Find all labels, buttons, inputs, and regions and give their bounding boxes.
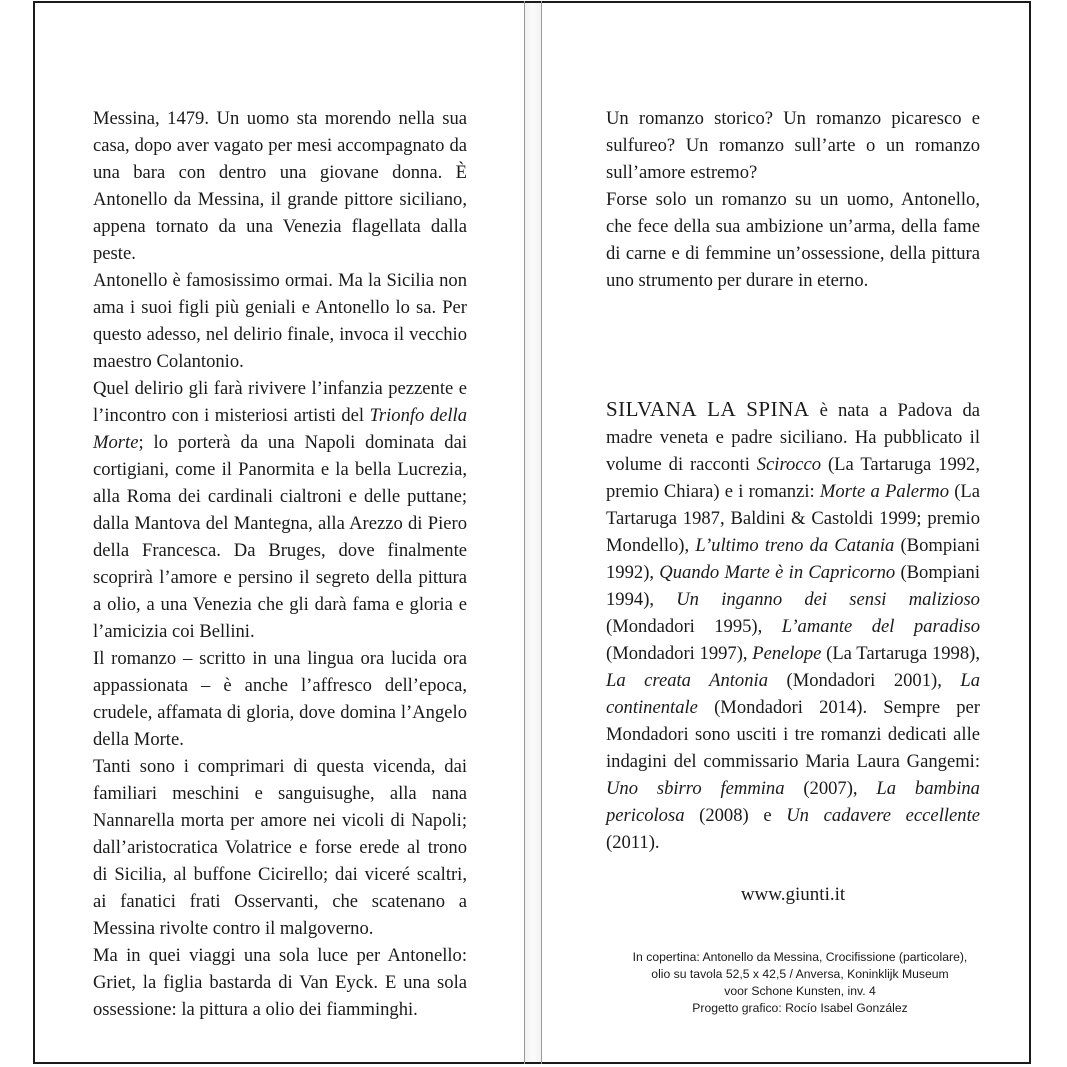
credit-line-4: Progetto grafico: Rocío Isabel González [692, 1001, 908, 1015]
author-bio-text: è nata a Padova da madre veneta e padre siciliano. Ha pubblicato il volume di racconti Scirocco (La Tartaruga 1992, premio Chiara) e i romanzi: Morte a Palermo (La Tartaruga 1987, Baldini & Castoldi 1999; premio Mondello), L’ultimo treno da Catania (Bompiani 1992), Quando Marte è in Capricorno (Bompiani 1994), Un inganno dei sensi malizioso (Mondadori 1995), L’amante del paradiso (Mondadori 1997), Penelope (La Tartaruga 1998), La creata Antonia (Mondadori 2001), La continentale (Mondadori 2014). Sempre per Mondadori sono usciti i tre romanzi dedicati alle indagini del commissario Maria Laura Gangemi: Uno sbirro femmina (2007), La bambina pericolosa (2008) e Un cadavere eccellente (2011). [606, 400, 981, 853]
credit-line-2: olio su tavola 52,5 x 42,5 / Anversa, Koninklijk Museum [651, 967, 949, 981]
author-bio [606, 396, 980, 856]
author-name: SILVANA LA SPINA [606, 397, 810, 421]
fold-gutter [525, 3, 541, 1062]
teaser-questions: Un romanzo storico? Un romanzo picaresco e sulfureo? Un romanzo sull’arte o un romanzo sull’amore estremo? [606, 108, 980, 183]
synopsis-paragraph-6: Ma in quei viaggi una sola luce per Antonello: Griet, la figlia bastarda di Van Eyck. E una sola ossessione: la pittura a olio dei fiamminghi. [93, 945, 467, 1020]
cover-credits [600, 949, 1000, 1017]
teaser-column [606, 105, 980, 294]
synopsis-paragraph-4: Il romanzo – scritto in una lingua ora lucida ora appassionata – è anche l’affresco dell’epoca, crudele, affamata di gloria, dove domina l’Angelo della Morte. [93, 648, 467, 750]
publisher-website[interactable]: www.giunti.it [740, 884, 846, 905]
credit-line-1: In copertina: Antonello da Messina, Crocifissione (particolare), [632, 950, 968, 964]
fold-line-right [541, 1, 542, 1064]
synopsis-paragraph-1: Messina, 1479. Un uomo sta morendo nella sua casa, dopo aver vagato per mesi accompagnato da una bara con dentro una giovane donna. È Antonello da Messina, il grande pittore siciliano, appena tornato da una Venezia flagellata dalla peste. [93, 108, 467, 264]
fold-line-left [524, 1, 525, 1064]
synopsis-column [93, 105, 467, 1023]
teaser-answer: Forse solo un romanzo su un uomo, Antonello, che fece della sua ambizione un’arma, della fame di carne e di femmine un’ossessione, della pittura uno strumento per durare in eterno. [606, 189, 980, 291]
credit-line-3: voor Schone Kunsten, inv. 4 [724, 984, 876, 998]
synopsis-paragraph-2: Antonello è famosissimo ormai. Ma la Sicilia non ama i suoi figli più geniali e Antonello lo sa. Per questo adesso, nel delirio finale, invoca il vecchio maestro Colantonio. [93, 270, 467, 372]
synopsis-paragraph-3: Quel delirio gli farà rivivere l’infanzia pezzente e l’incontro con i misteriosi artisti del Trionfo della Morte; lo porterà da una Napoli dominata dai cortigiani, come il Panormita e la bella Lucrezia, alla Roma dei cardinali cialtroni e delle puttane; dalla Mantova del Mantegna, alla Arezzo di Piero della Francesca. Da Bruges, dove finalmente scoprirà l’amore e persino il segreto della pittura a olio, a una Venezia che gli darà fama e gloria e l’amicizia coi Bellini. [93, 378, 468, 642]
synopsis-paragraph-5: Tanti sono i comprimari di questa vicenda, dai familiari meschini e sanguisughe, alla nana Nannarella morta per amore nei vicoli di Napoli; dall’aristocratica Volatrice e forse erede al trono di Sicilia, al buffone Cicirello; dai viceré scaltri, ai fanatici frati Osservanti, che scatenano a Messina rivolte contro il malgoverno. [93, 756, 467, 939]
